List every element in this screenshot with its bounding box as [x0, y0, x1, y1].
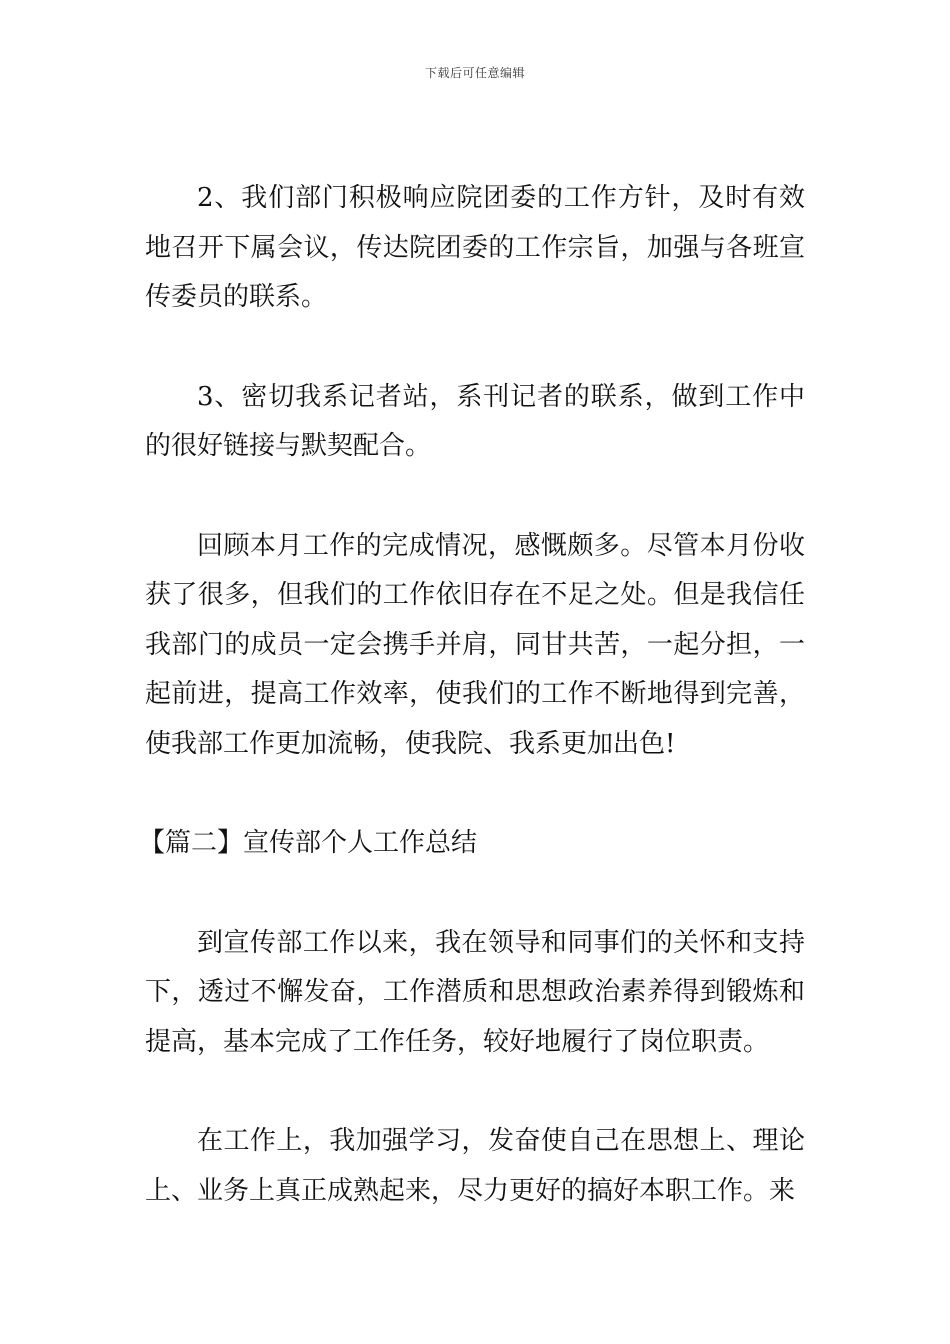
paragraph-5: 在工作上，我加强学习，发奋使自己在思想上、理论上、业务上真正成熟起来，尽力更好的搞好本职工作。来 — [145, 1126, 805, 1206]
page-header: 下载后可任意编辑 — [424, 66, 525, 80]
document-body — [139, 174, 805, 1216]
paragraph-2: 3、密切我系记者站，系刊记者的联系，做到工作中的很好链接与默契配合。 — [145, 381, 805, 461]
paragraph-3: 回顾本月工作的完成情况，感慨颇多。尽管本月份收获了很多，但我们的工作依旧存在不足之处。但是我信任我部门的成员一定会携手并肩，同甘共苦，一起分担，一起前进，提高工作效率，使我们的工作不断地得到完善，使我部工作更加流畅，使我院、我系更加出色! — [145, 530, 805, 759]
section-title: 【篇二】宣传部个人工作总结 — [139, 828, 478, 858]
paragraph-4: 到宣传部工作以来，我在领导和同事们的关怀和支持下，透过不懈发奋，工作潜质和思想政治素养得到锻炼和提高，基本完成了工作任务，较好地履行了岗位职责。 — [145, 927, 805, 1057]
paragraph-1: 2、我们部门积极响应院团委的工作方针，及时有效地召开下属会议，传达院团委的工作宗旨，加强与各班宣传委员的联系。 — [145, 183, 805, 312]
